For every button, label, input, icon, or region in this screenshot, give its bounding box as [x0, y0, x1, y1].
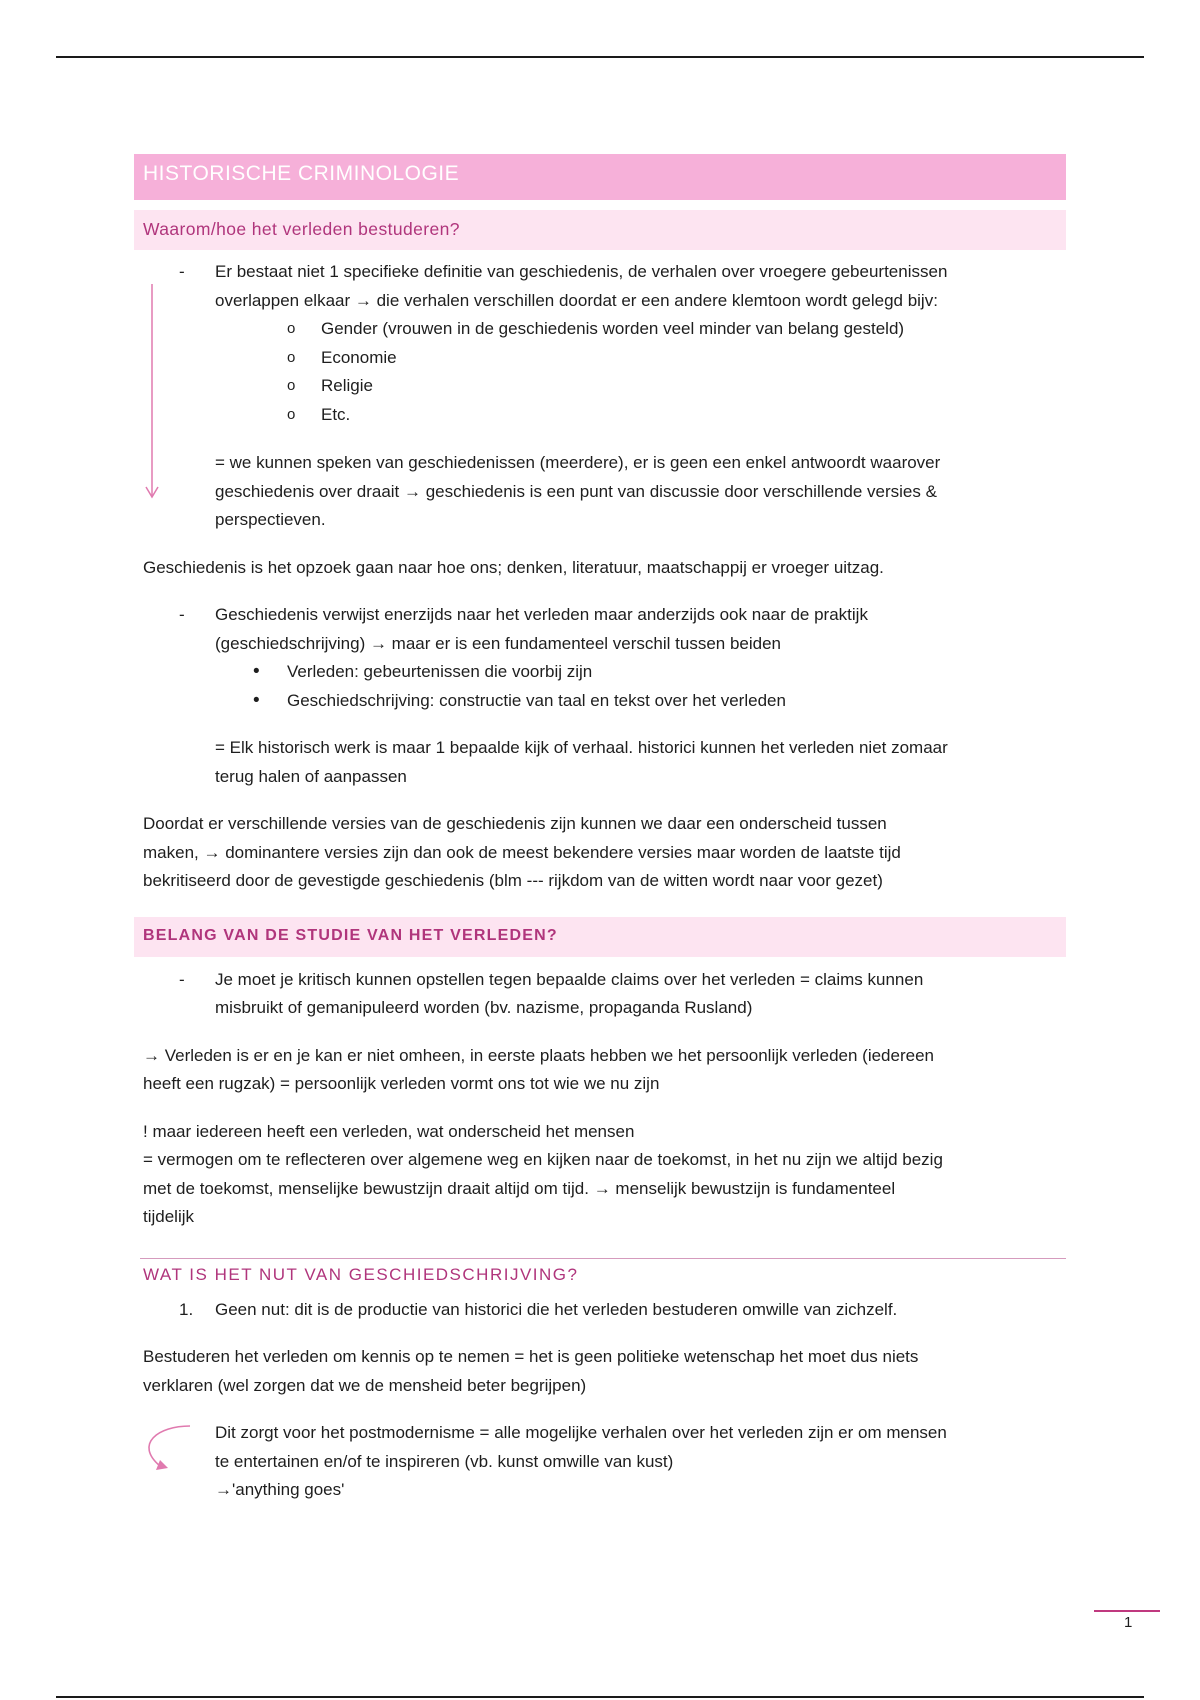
list-item: • Geschiedschrijving: constructie van taal en tekst over het verleden [253, 689, 786, 711]
sub-list [134, 315, 1066, 429]
list-item: - Er bestaat niet 1 specifieke definitie van geschiedenis, de verhalen over vroegere gebeurtenissen overlappen elkaar → die verhalen verschillen doordat er een andere klemtoon wordt gelegd bijv: [179, 262, 948, 310]
arrow-note: Dit zorgt voor het postmodernisme = alle mogelijke verhalen over het verleden zijn er om mensen te entertainen en/of te inspireren (vb. kunst omwille van kust) →'anything goes' [215, 1423, 947, 1499]
document-body [134, 154, 1066, 1505]
paragraph: ! maar iedereen heeft een verleden, wat onderscheid het mensen = vermogen om te reflecteren over algemene weg en kijken naar de toekomst, in het nu zijn we altijd bezig met de toekomst, menselijke bewustzijn draait altijd om tijd. → menselijk bewustzijn is fundamenteel tijdelijk [143, 1121, 943, 1226]
page-title: HISTORISCHE CRIMINOLOGIE [134, 154, 1066, 200]
paragraph: Doordat er verschillende versies van de geschiedenis zijn kunnen we daar een onderscheid tussen maken, → dominantere versies zijn dan ook de meest bekendere versies maar worden de laatste tijd bekritiseerd door de gevestigde geschiedenis (blm --- rijkdom van de witten wordt naar voor gezet) [143, 814, 901, 890]
page-number: 1 [1124, 1614, 1133, 1631]
section-why-content [134, 258, 1066, 896]
list-item: 1. Geen nut: dit is de productie van historici die het verleden bestuderen omwille van zichzelf. [179, 1299, 898, 1319]
section-heading-usefulness: WAT IS HET NUT VAN GESCHIEDSCHRIJVING? [140, 1258, 1066, 1290]
section-heading-why: Waarom/hoe het verleden bestuderen? [134, 210, 1066, 250]
paragraph: Bestuderen het verleden om kennis op te nemen = het is geen politieke wetenschap het moet dus niets verklaren (wel zorgen dat we de mensheid beter begrijpen) [143, 1347, 919, 1395]
top-rule [56, 56, 1144, 58]
list-item: o Etc. [287, 404, 351, 424]
section-importance-content [134, 966, 1066, 1232]
bullet-list [134, 658, 1066, 715]
list-item: - Je moet je kritisch kunnen opstellen tegen bepaalde claims over het verleden = claims kunnen misbruikt of gemanipuleerd worden (bv. nazisme, propaganda Rusland) [179, 969, 924, 1017]
section-heading-importance: BELANG VAN DE STUDIE VAN HET VERLEDEN? [134, 917, 1066, 957]
list-item: o Economie [287, 347, 397, 367]
conclusion-block: = Elk historisch werk is maar 1 bepaalde kijk of verhaal. historici kunnen het verleden niet zomaar terug halen of aanpassen [215, 738, 948, 786]
conclusion-block: = we kunnen speken van geschiedenissen (meerdere), er is geen een enkel antwoordt waarover geschiedenis over draait → geschiedenis is een punt van discussie door verschillende versies & perspectieven. [215, 453, 941, 529]
list-item: - Geschiedenis verwijst enerzijds naar het verleden maar anderzijds ook naar de praktijk (geschiedschrijving) → maar er is een fundamenteel verschil tussen beiden [179, 605, 868, 653]
list-item: o Religie [287, 376, 373, 395]
list-item: o Gender (vrouwen in de geschiedenis worden veel minder van belang gesteld) [287, 319, 905, 338]
paragraph: → Verleden is er en je kan er niet omheen, in eerste plaats hebben we het persoonlijk verleden (iedereen heeft een rugzak) = persoonlijk verleden vormt ons tot wie we nu zijn [143, 1045, 934, 1093]
section-usefulness-content [134, 1296, 1066, 1505]
paragraph: Geschiedenis is het opzoek gaan naar hoe ons; denken, literatuur, maatschappij er vroeger uitzag. [143, 557, 884, 577]
bottom-rule [56, 1696, 1144, 1698]
list-item: • Verleden: gebeurtenissen die voorbij zijn [253, 661, 593, 682]
page-number-rule [1094, 1610, 1160, 1612]
